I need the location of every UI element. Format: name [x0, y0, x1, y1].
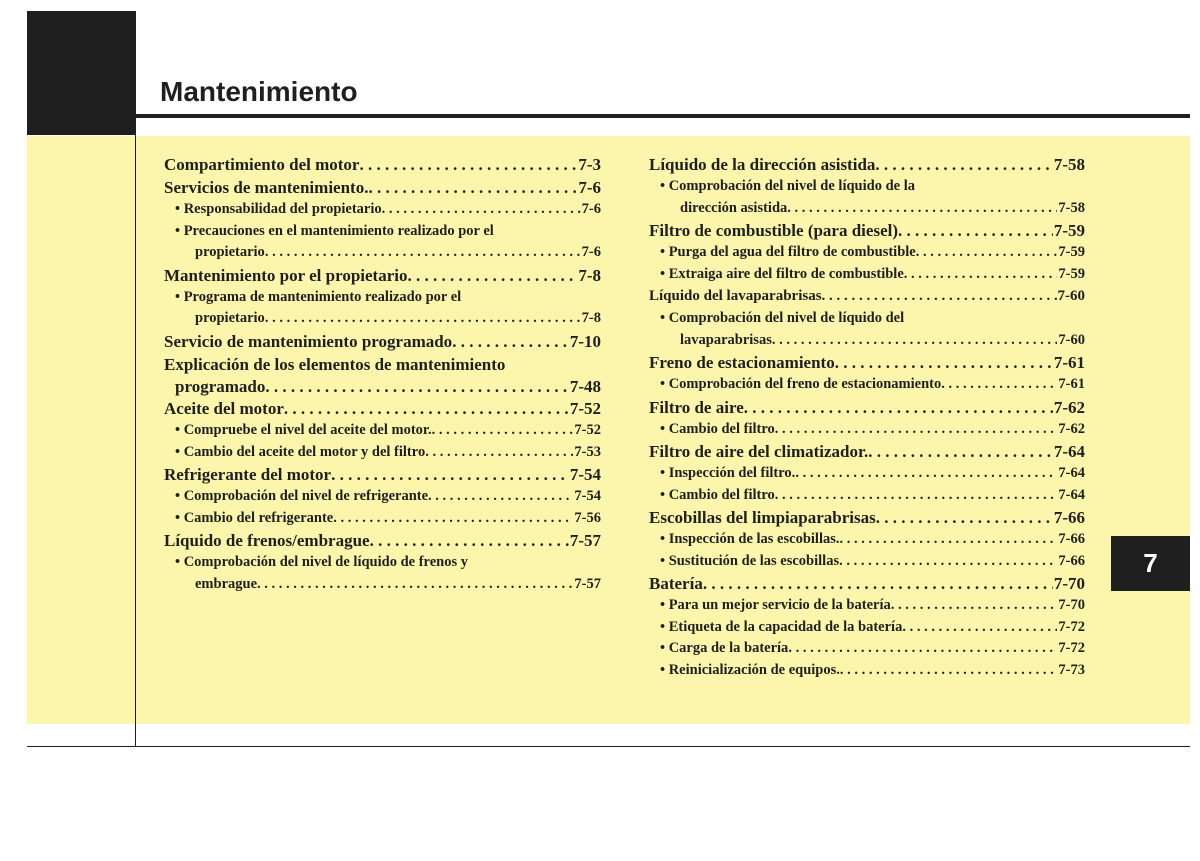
toc-entry[interactable]: [649, 351, 1085, 374]
toc-entry[interactable]: [164, 308, 601, 330]
dot-leader: [382, 199, 581, 221]
toc-entry-title: • Programa de mantenimiento realizado por el: [175, 288, 462, 305]
toc-entry-page: 7-57: [569, 531, 601, 550]
toc-entry-title: • Cambio del refrigerante: [175, 509, 334, 526]
dot-leader: [904, 264, 1058, 286]
toc-entry[interactable]: [649, 264, 1085, 286]
dot-leader: [775, 485, 1058, 507]
toc-entry[interactable]: [649, 153, 1085, 176]
toc-entry-title: Refrigerante del motor: [164, 465, 332, 484]
dot-leader: [265, 308, 581, 330]
toc-entry[interactable]: [164, 153, 601, 176]
toc-entry-title: • Carga de la batería: [660, 640, 789, 656]
toc-entry[interactable]: [164, 529, 601, 552]
dot-leader: [839, 551, 1057, 573]
toc-entry[interactable]: [649, 617, 1085, 639]
toc-entry: [649, 308, 1085, 330]
toc-entry-page: 7-3: [578, 155, 601, 174]
toc-entry-title: • Cambio del aceite del motor y del filtro: [175, 443, 426, 460]
toc-entry-title: • Comprobación del nivel de líquido del: [660, 310, 905, 326]
toc-entry-page: 7-62: [1058, 420, 1085, 437]
toc-entry-title: Líquido de frenos/embrague: [164, 531, 370, 550]
dot-leader: [744, 396, 1053, 419]
toc-entry-page: 7-66: [1058, 531, 1085, 547]
toc-entry[interactable]: [649, 396, 1085, 419]
toc-entry-page: 7-8: [581, 310, 601, 326]
dot-leader: [333, 508, 573, 530]
toc-entry-title: dirección asistida: [680, 199, 788, 216]
dot-leader: [432, 420, 574, 442]
toc-entry-title: • Extraiga aire del filtro de combustible: [660, 265, 904, 282]
dot-leader: [902, 617, 1057, 639]
dot-leader: [868, 440, 1053, 463]
toc-entry-title: • Precauciones en el mantenimiento realizado por el: [175, 222, 494, 239]
toc-entry[interactable]: [164, 574, 601, 596]
toc-entry-title: propietario: [195, 244, 265, 260]
toc-entry-page: 7-6: [581, 201, 601, 217]
toc-entry-title: • Inspección de las escobillas.: [660, 531, 840, 547]
dot-leader: [452, 330, 569, 353]
toc-entry-title: • Inspección del filtro.: [660, 465, 796, 481]
title-divider: [136, 114, 1190, 118]
toc-entry-page: 7-60: [1058, 331, 1085, 348]
toc-entry-page: 7-53: [574, 443, 601, 460]
dot-leader: [795, 463, 1057, 485]
toc-entry[interactable]: [649, 219, 1085, 242]
toc-entry-page: 7-61: [1058, 376, 1085, 392]
dot-leader: [368, 176, 577, 199]
toc-entry-title: • Para un mejor servicio de la batería: [660, 597, 891, 613]
toc-entry-page: 7-59: [1058, 244, 1085, 260]
toc-entry[interactable]: [649, 551, 1085, 573]
toc-entry-page: 7-66: [1053, 508, 1085, 527]
toc-entry-page: 7-61: [1053, 353, 1085, 372]
toc-entry[interactable]: [649, 242, 1085, 264]
toc-entry-title: Mantenimiento por el propietario: [164, 265, 408, 285]
toc-entry-title: • Comprobación del nivel de líquido de la: [660, 178, 915, 194]
toc-entry-page: 7-6: [578, 178, 601, 197]
dot-leader: [772, 330, 1058, 352]
dot-leader: [840, 660, 1058, 682]
toc-entry[interactable]: [164, 376, 601, 398]
toc-entry-page: 7-10: [569, 331, 601, 351]
toc-entry: [164, 552, 601, 574]
dot-leader: [284, 397, 569, 420]
toc-entry-page: 7-48: [569, 376, 601, 396]
toc-entry[interactable]: [649, 485, 1085, 507]
dot-leader: [835, 351, 1053, 374]
toc-entry-title: • Sustitución de las escobillas: [660, 552, 840, 569]
dot-leader: [898, 219, 1053, 242]
toc-entry[interactable]: [164, 242, 601, 264]
toc-entry-title: • Reinicialización de equipos.: [660, 661, 840, 678]
toc-entry[interactable]: [649, 285, 1085, 308]
toc-entry-page: 7-73: [1058, 661, 1085, 678]
toc-entry-title: • Responsabilidad del propietario: [175, 201, 382, 217]
dot-leader: [359, 153, 577, 176]
toc-entry-page: 7-57: [574, 575, 601, 592]
toc-entry-title: Batería: [649, 574, 703, 593]
dot-leader: [428, 486, 573, 508]
dot-leader: [891, 595, 1058, 617]
toc-entry-title: Servicios de mantenimiento.: [164, 178, 369, 197]
toc-entry-page: 7-62: [1053, 397, 1085, 417]
toc-entry[interactable]: [649, 660, 1085, 682]
toc-entry[interactable]: [649, 595, 1085, 617]
toc-entry-title: Compartimiento del motor: [164, 155, 360, 174]
dot-leader: [840, 529, 1058, 551]
chapter-header-block: [27, 11, 136, 135]
toc-entry-page: 7-58: [1058, 199, 1085, 216]
toc-entry-title: Filtro de aire del climatizador.: [649, 442, 869, 461]
toc-entry-page: 7-59: [1053, 221, 1085, 240]
toc-entry: [164, 353, 601, 376]
toc-entry-page: 7-60: [1057, 288, 1085, 304]
toc-entry[interactable]: [649, 440, 1085, 463]
toc-entry-page: 7-66: [1058, 552, 1085, 569]
toc-column-right: [649, 153, 1085, 681]
toc-entry-page: 7-52: [574, 422, 601, 438]
toc-entry[interactable]: [649, 463, 1085, 485]
toc-entry-title: Filtro de aire: [649, 397, 744, 417]
toc-entry[interactable]: [164, 508, 601, 530]
toc-entry-page: 7-6: [581, 244, 601, 260]
toc-entry-page: 7-64: [1058, 465, 1085, 481]
toc-entry-title: Servicio de mantenimiento programado: [164, 331, 453, 351]
dot-leader: [425, 442, 573, 464]
toc-entry-title: embrague: [195, 575, 258, 592]
dot-leader: [916, 242, 1058, 264]
toc-entry-title: Aceite del motor: [164, 399, 284, 418]
toc-entry-title: • Etiqueta de la capacidad de la batería: [660, 618, 903, 635]
page-title: Mantenimiento: [160, 76, 358, 107]
toc-entry[interactable]: [164, 330, 601, 353]
toc-entry[interactable]: [649, 198, 1085, 220]
toc-entry[interactable]: [164, 176, 601, 199]
dot-leader: [257, 574, 573, 596]
toc-entry-title: Líquido de la dirección asistida: [649, 155, 876, 174]
footer-rule: [27, 746, 1190, 747]
toc-entry-page: 7-64: [1058, 486, 1085, 503]
dot-leader: [875, 153, 1052, 176]
toc-entry-title: propietario: [195, 310, 265, 326]
toc-entry[interactable]: [649, 638, 1085, 660]
toc-entry: [164, 221, 601, 243]
toc-entry-page: 7-72: [1058, 618, 1085, 635]
toc-entry: [649, 176, 1085, 198]
dot-leader: [703, 572, 1053, 595]
dot-leader: [941, 374, 1057, 396]
toc-entry[interactable]: [649, 529, 1085, 551]
toc-entry-page: 7-58: [1053, 155, 1085, 174]
dot-leader: [265, 242, 581, 264]
toc-entry-page: 7-54: [574, 488, 601, 504]
dot-leader: [408, 264, 578, 287]
toc-entry[interactable]: [164, 264, 601, 287]
toc-entry-page: 7-56: [574, 509, 601, 526]
toc-entry-title: Líquido del lavaparabrisas: [649, 288, 822, 304]
toc-entry-title: Freno de estacionamiento: [649, 353, 835, 372]
toc-entry-page: 7-72: [1058, 640, 1085, 656]
toc-entry[interactable]: [649, 374, 1085, 396]
toc-entry-title: • Comprobación del freno de estacionamiento: [660, 376, 942, 392]
toc-entry-title: • Comprobación del nivel de refrigerante: [175, 488, 429, 504]
toc-entry-title: • Cambio del filtro: [660, 420, 775, 437]
toc-entry-title: • Purga del agua del filtro de combustible: [660, 244, 916, 260]
toc-entry-title: Escobillas del limpiaparabrisas: [649, 508, 876, 527]
toc-entry[interactable]: [164, 397, 601, 420]
toc-entry-title: • Cambio del filtro: [660, 486, 775, 503]
toc-entry-page: 7-54: [569, 465, 601, 484]
toc-entry[interactable]: [649, 572, 1085, 595]
toc-entry-page: 7-8: [578, 265, 601, 285]
toc-entry-title: programado: [175, 376, 266, 396]
toc-entry-page: 7-59: [1058, 265, 1085, 282]
toc-entry-page: 7-64: [1053, 442, 1085, 461]
toc-entry-page: 7-52: [569, 399, 601, 418]
dot-leader: [265, 376, 568, 398]
toc-entry[interactable]: [649, 506, 1085, 529]
toc-entry-title: • Compruebe el nivel del aceite del motor.: [175, 422, 432, 438]
toc-entry[interactable]: [164, 199, 601, 221]
toc-entry: [164, 287, 601, 309]
dot-leader: [822, 285, 1057, 308]
toc-entry-title: • Comprobación del nivel de líquido de frenos y: [175, 554, 468, 570]
toc-entry-page: 7-70: [1058, 597, 1085, 613]
toc-entry[interactable]: [164, 442, 601, 464]
chapter-tab[interactable]: 7: [1111, 536, 1190, 591]
dot-leader: [788, 638, 1057, 660]
toc-entry[interactable]: [649, 419, 1085, 441]
toc-entry-title: Explicación de los elementos de mantenimiento: [164, 354, 506, 374]
toc-entry-page: 7-70: [1053, 574, 1085, 593]
toc-entry-title: lavaparabrisas: [680, 331, 772, 348]
dot-leader: [787, 198, 1057, 220]
dot-leader: [876, 506, 1053, 529]
toc-entry-title: Filtro de combustible (para diesel): [649, 221, 898, 240]
toc-entry[interactable]: [649, 330, 1085, 352]
toc-entry[interactable]: [164, 420, 601, 442]
toc-entry[interactable]: [164, 486, 601, 508]
dot-leader: [775, 419, 1058, 441]
toc-column-left: [164, 153, 601, 595]
toc-entry[interactable]: [164, 463, 601, 486]
dot-leader: [331, 463, 569, 486]
dot-leader: [370, 529, 569, 552]
margin-rule: [135, 120, 136, 747]
